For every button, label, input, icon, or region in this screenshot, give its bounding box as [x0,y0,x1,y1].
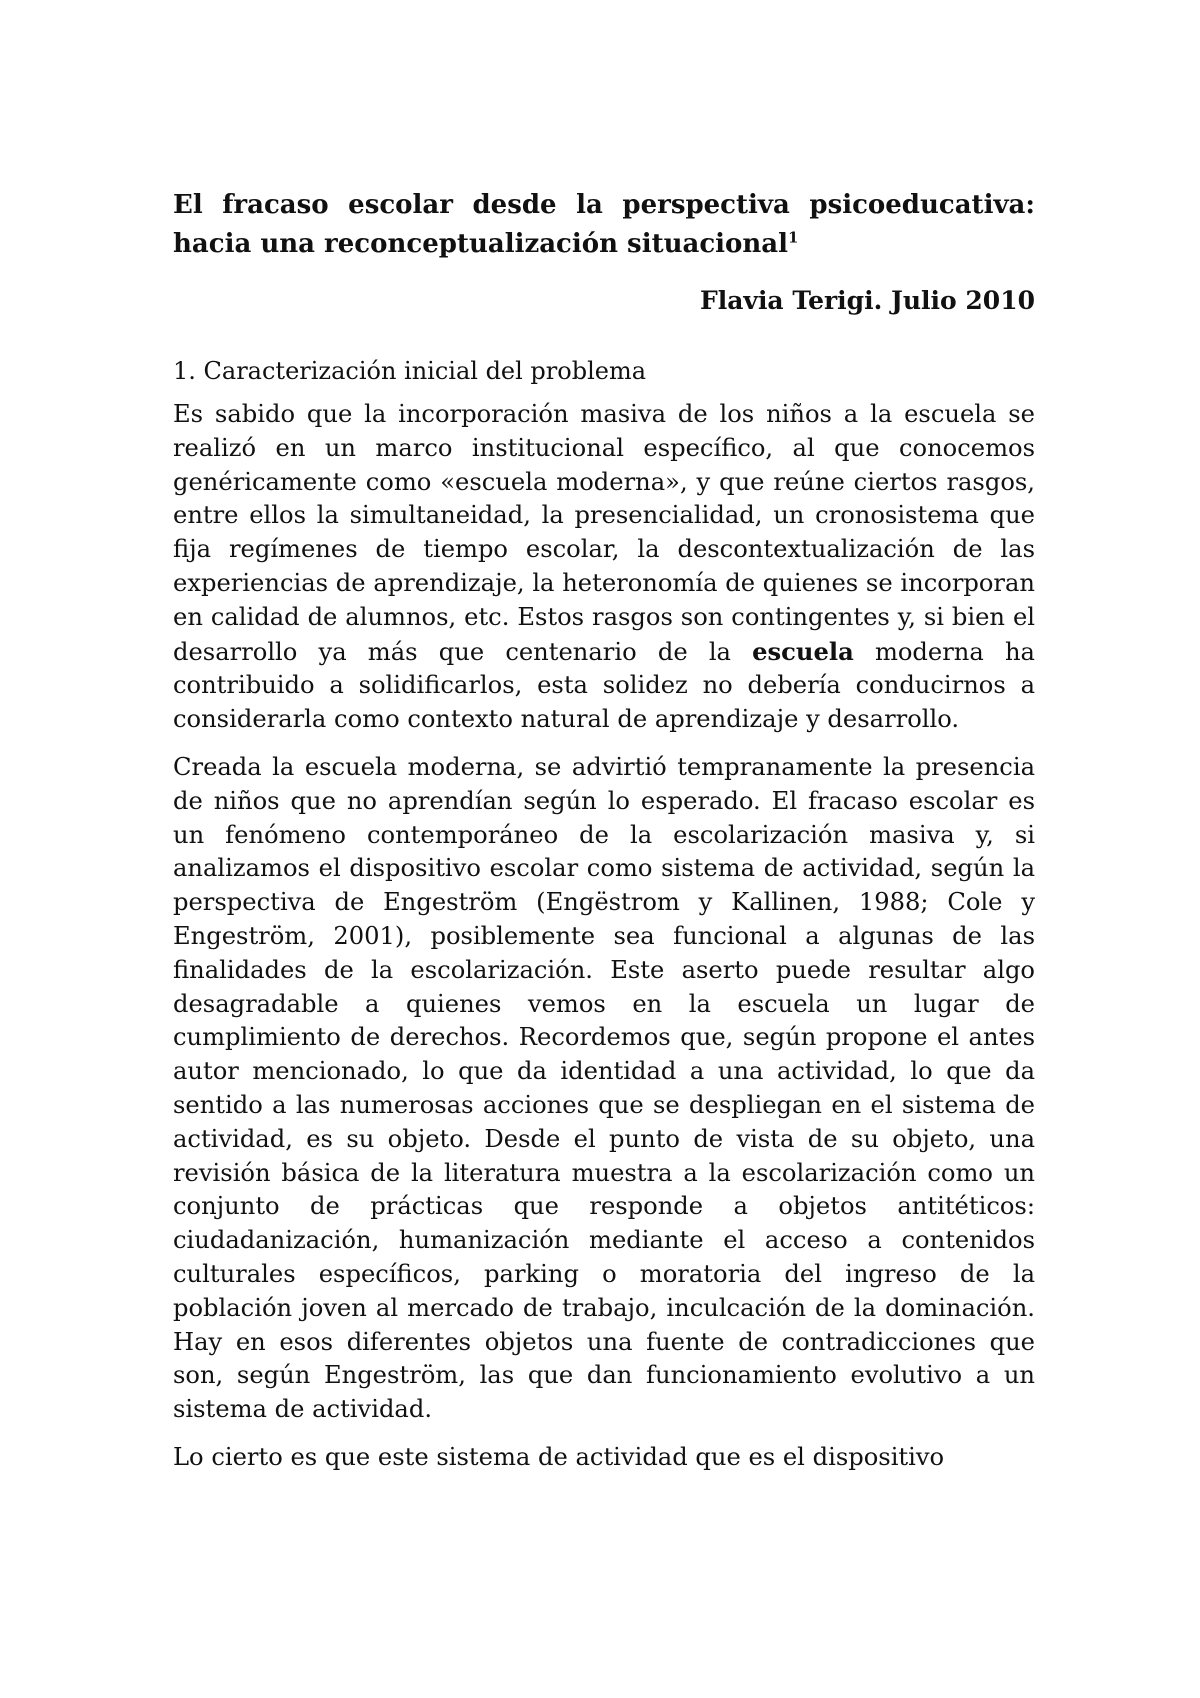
document-page [173,186,1035,1475]
author-line: Flavia Terigi. Julio 2010 [699,286,1035,315]
title-text: El fracaso escolar desde la perspectiva psicoeducativa: hacia una reconceptualización situacional [173,190,1035,259]
section-heading: 1. Caracterización inicial del problema [173,357,647,385]
paragraph-1-part-1: Es sabido que la incorporación masiva de los niños a la escuela se realizó en un marco institucional específico, al que conocemos genéricamente como «escuela moderna», y que reúne ciertos rasgos, entre ellos la simultaneidad, la presencialidad, un cronosistema que fija regímenes de tiempo escolar, la descontextualización de las experiencias de aprendizaje, la heteronomía de quienes se incorporan en calidad de alumnos, etc. Estos rasgos son contingentes y, si bien el desarrollo ya más que centenario de la [173,400,1035,666]
paragraph-1 [173,398,1035,737]
title-footnote-mark: 1 [788,228,799,247]
paragraph-1-bold-word: escuela [752,636,854,666]
paragraph-3: Lo cierto es que este sistema de actividad que es el dispositivo [173,1442,945,1471]
document-title [173,186,1035,264]
paragraph-1-part-2: moderna ha contribuido a solidificarlos, esta solidez no debería conducirnos a considerarla como contexto natural de aprendizaje y desarrollo. [173,637,1035,734]
paragraph-2: Creada la escuela moderna, se advirtió tempranamente la presencia de niños que no aprendían según lo esperado. El fracaso escolar es un fenómeno contemporáneo de la escolarización masiva y, si analizamos el dispositivo escolar como sistema de actividad, según la perspectiva de Engeström (Engëstrom y Kallinen, 1988; Cole y Engeström, 2001), posiblemente sea funcional a algunas de las finalidades de la escolarización. Este aserto puede resultar algo desagradable a quienes vemos en la escuela un lugar de cumplimiento de derechos. Recordemos que, según propone el antes autor mencionado, lo que da identidad a una actividad, lo que da sentido a las numerosas acciones que se despliegan en el sistema de actividad, es su objeto. Desde el punto de vista de su objeto, una revisión básica de la literatura muestra a la escolarización como un conjunto de prácticas que responde a objetos antitéticos: ciudadanización, humanización mediante el acceso a contenidos culturales específicos, parking o moratoria del ingreso de la población joven al mercado de trabajo, inculcación de la dominación. Hay en esos diferentes objetos una fuente de contradicciones que son, según Engeström, las que dan funcionamiento evolutivo a un sistema de actividad. [173,752,1035,1424]
